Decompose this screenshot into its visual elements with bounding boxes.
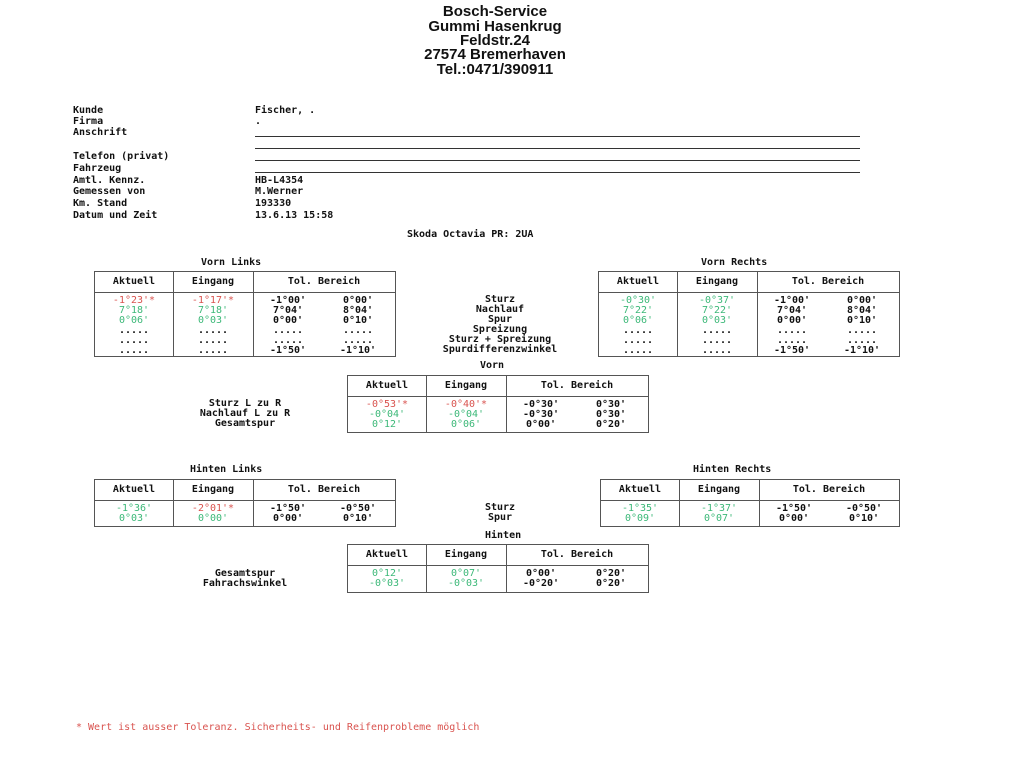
hinten-table (347, 544, 649, 593)
vr-tolmax-3: ..... (846, 325, 878, 336)
vl-eingang-1: 7°18' (197, 305, 229, 316)
header-eingang: Eingang (191, 276, 235, 287)
hl-eingang-1: 0°00' (197, 513, 229, 524)
vr-tolmin-0: -1°00' (773, 295, 811, 306)
hr-eingang-0: -1°37' (700, 503, 738, 514)
vr-tolmin-3: ..... (776, 325, 808, 336)
vr-aktuell-0: -0°30' (619, 295, 657, 306)
shop-phone: Tel.:0471/390911 (436, 61, 554, 78)
hl-tolmin-0: -1°50' (269, 503, 307, 514)
vl-eingang-4: ..... (197, 335, 229, 346)
h-aktuell-1: -0°03' (368, 578, 406, 589)
v-eingang-0: -0°40'* (444, 399, 488, 410)
vr-tolmin-4: ..... (776, 335, 808, 346)
header-aktuell: Aktuell (112, 276, 156, 287)
hl-eingang-0: -2°01'* (191, 503, 235, 514)
hl-tolmin-1: 0°00' (272, 513, 304, 524)
vr-tolmin-5: -1°50' (773, 345, 811, 356)
vl-aktuell-3: ..... (118, 325, 150, 336)
v-eingang-2: 0°06' (450, 419, 482, 430)
vl-eingang-3: ..... (197, 325, 229, 336)
header-eingang: Eingang (191, 484, 235, 495)
header-eingang: Eingang (695, 276, 739, 287)
label-km: Km. Stand (73, 198, 128, 209)
rear-label-sturz: Sturz (484, 502, 516, 513)
vorn-links-table (94, 271, 396, 357)
vl-tolmax-5: -1°10' (339, 345, 377, 356)
vr-tolmin-2: 0°00' (776, 315, 808, 326)
vehicle-title: Skoda Octavia PR: 2UA (407, 229, 534, 240)
hinten-title: Hinten (485, 530, 522, 541)
vr-eingang-4: ..... (701, 335, 733, 346)
hr-tolmax-0: -0°50' (845, 503, 883, 514)
row-label-spreizung: Spreizung (472, 324, 528, 335)
vr-tolmax-5: -1°10' (843, 345, 881, 356)
vr-eingang-2: 0°03' (701, 315, 733, 326)
header-tol: Tol. Bereich (287, 484, 361, 495)
vorn-label-nachlauf: Nachlauf L zu R (199, 408, 291, 419)
h-eingang-1: -0°03' (447, 578, 485, 589)
row-label-sturz-spreizung: Sturz + Spreizung (448, 334, 552, 345)
tolerance-footnote: * Wert ist ausser Toleranz. Sicherheits- und Reifenprobleme möglich (76, 722, 480, 733)
vorn-label-gesamtspur: Gesamtspur (214, 418, 276, 429)
vorn-rechts-table (598, 271, 900, 357)
vl-tolmin-5: -1°50' (269, 345, 307, 356)
vr-tolmax-0: 0°00' (846, 295, 878, 306)
header-eingang: Eingang (444, 380, 488, 391)
label-kunde: Kunde (73, 105, 104, 116)
header-aktuell: Aktuell (112, 484, 156, 495)
hr-tolmin-0: -1°50' (775, 503, 813, 514)
vl-tolmax-3: ..... (342, 325, 374, 336)
hl-aktuell-1: 0°03' (118, 513, 150, 524)
vorn-links-title: Vorn Links (201, 257, 262, 268)
vorn-table (347, 375, 649, 433)
hinten-links-table (94, 479, 396, 527)
vr-aktuell-3: ..... (622, 325, 654, 336)
h-aktuell-0: 0°12' (371, 568, 403, 579)
hl-tolmax-0: -0°50' (339, 503, 377, 514)
hr-tolmax-1: 0°10' (848, 513, 880, 524)
header-eingang: Eingang (444, 549, 488, 560)
value-firma: . (255, 116, 262, 127)
row-label-spurdifferenzwinkel: Spurdifferenzwinkel (442, 344, 558, 355)
telefon-line (255, 160, 860, 161)
vorn-label-sturz: Sturz L zu R (208, 398, 282, 409)
label-gemessen: Gemessen von (73, 186, 146, 197)
h-tolmax-0: 0°20' (595, 568, 627, 579)
header-tol: Tol. Bereich (540, 549, 614, 560)
vr-eingang-5: ..... (701, 345, 733, 356)
label-anschrift: Anschrift (73, 127, 128, 138)
vl-tolmin-0: -1°00' (269, 295, 307, 306)
vr-tolmin-1: 7°04' (776, 305, 808, 316)
vl-eingang-0: -1°17'* (191, 295, 235, 306)
vl-tolmin-2: 0°00' (272, 315, 304, 326)
shop-city: 27574 Bremerhaven (424, 46, 566, 63)
h-tolmax-1: 0°20' (595, 578, 627, 589)
vl-tolmin-4: ..... (272, 335, 304, 346)
value-km: 193330 (255, 198, 292, 209)
v-eingang-1: -0°04' (447, 409, 485, 420)
vorn-title: Vorn (480, 360, 505, 371)
v-tolmax-0: 0°30' (595, 399, 627, 410)
v-tolmax-1: 0°30' (595, 409, 627, 420)
h-tolmin-1: -0°20' (522, 578, 560, 589)
vl-tolmin-1: 7°04' (272, 305, 304, 316)
vr-tolmax-4: ..... (846, 335, 878, 346)
vr-eingang-0: -0°37' (698, 295, 736, 306)
value-gemessen: M.Werner (255, 186, 304, 197)
v-tolmin-0: -0°30' (522, 399, 560, 410)
header-tol: Tol. Bereich (540, 380, 614, 391)
vr-tolmax-2: 0°10' (846, 315, 878, 326)
header-tol: Tol. Bereich (792, 484, 866, 495)
vl-aktuell-4: ..... (118, 335, 150, 346)
header-aktuell: Aktuell (365, 549, 409, 560)
hr-aktuell-0: -1°35' (621, 503, 659, 514)
vr-aktuell-2: 0°06' (622, 315, 654, 326)
header-tol: Tol. Bereich (287, 276, 361, 287)
vl-aktuell-5: ..... (118, 345, 150, 356)
hl-aktuell-0: -1°36' (115, 503, 153, 514)
vl-tolmax-4: ..... (342, 335, 374, 346)
vr-aktuell-1: 7°22' (622, 305, 654, 316)
vr-aktuell-4: ..... (622, 335, 654, 346)
shop-street: Feldstr.24 (459, 32, 531, 49)
shop-owner: Gummi Hasenkrug (428, 18, 562, 35)
vl-tolmax-1: 8°04' (342, 305, 374, 316)
vl-eingang-2: 0°03' (197, 315, 229, 326)
vl-eingang-5: ..... (197, 345, 229, 356)
label-firma: Firma (73, 116, 104, 127)
hr-eingang-1: 0°07' (703, 513, 735, 524)
row-label-spur: Spur (487, 314, 513, 325)
hr-aktuell-1: 0°09' (624, 513, 656, 524)
hinten-links-title: Hinten Links (190, 464, 263, 475)
vr-eingang-3: ..... (701, 325, 733, 336)
header-aktuell: Aktuell (616, 276, 660, 287)
h-eingang-0: 0°07' (450, 568, 482, 579)
value-kunde: Fischer, . (255, 105, 316, 116)
h-tolmin-0: 0°00' (525, 568, 557, 579)
anschrift-line-1 (255, 136, 860, 137)
v-aktuell-2: 0°12' (371, 419, 403, 430)
header-aktuell: Aktuell (618, 484, 662, 495)
shop-name: Bosch-Service (442, 3, 548, 20)
label-kennz: Amtl. Kennz. (73, 175, 146, 186)
row-label-nachlauf: Nachlauf (475, 304, 525, 315)
vr-tolmax-1: 8°04' (846, 305, 878, 316)
vorn-rechts-title: Vorn Rechts (701, 257, 768, 268)
vr-aktuell-5: ..... (622, 345, 654, 356)
hinten-rechts-title: Hinten Rechts (693, 464, 772, 475)
value-kennz: HB-L4354 (255, 175, 304, 186)
header-tol: Tol. Bereich (791, 276, 865, 287)
hr-tolmin-1: 0°00' (778, 513, 810, 524)
vl-aktuell-0: -1°23'* (112, 295, 156, 306)
v-tolmax-2: 0°20' (595, 419, 627, 430)
label-datum: Datum und Zeit (73, 210, 158, 221)
hl-tolmax-1: 0°10' (342, 513, 374, 524)
value-datum: 13.6.13 15:58 (255, 210, 334, 221)
header-aktuell: Aktuell (365, 380, 409, 391)
anschrift-line-2 (255, 148, 860, 149)
hinten-label-fahrachswinkel: Fahrachswinkel (202, 578, 288, 589)
vl-tolmax-2: 0°10' (342, 315, 374, 326)
vl-aktuell-1: 7°18' (118, 305, 150, 316)
vl-tolmin-3: ..... (272, 325, 304, 336)
row-label-sturz: Sturz (484, 294, 516, 305)
fahrzeug-line (255, 172, 860, 173)
v-aktuell-1: -0°04' (368, 409, 406, 420)
vl-tolmax-0: 0°00' (342, 295, 374, 306)
v-tolmin-1: -0°30' (522, 409, 560, 420)
header-eingang: Eingang (697, 484, 741, 495)
label-telefon: Telefon (privat) (73, 151, 170, 162)
hinten-rechts-table (600, 479, 900, 527)
v-tolmin-2: 0°00' (525, 419, 557, 430)
vr-eingang-1: 7°22' (701, 305, 733, 316)
hinten-label-gesamtspur: Gesamtspur (214, 568, 276, 579)
rear-label-spur: Spur (487, 512, 513, 523)
label-fahrzeug: Fahrzeug (73, 163, 122, 174)
vl-aktuell-2: 0°06' (118, 315, 150, 326)
v-aktuell-0: -0°53'* (365, 399, 409, 410)
